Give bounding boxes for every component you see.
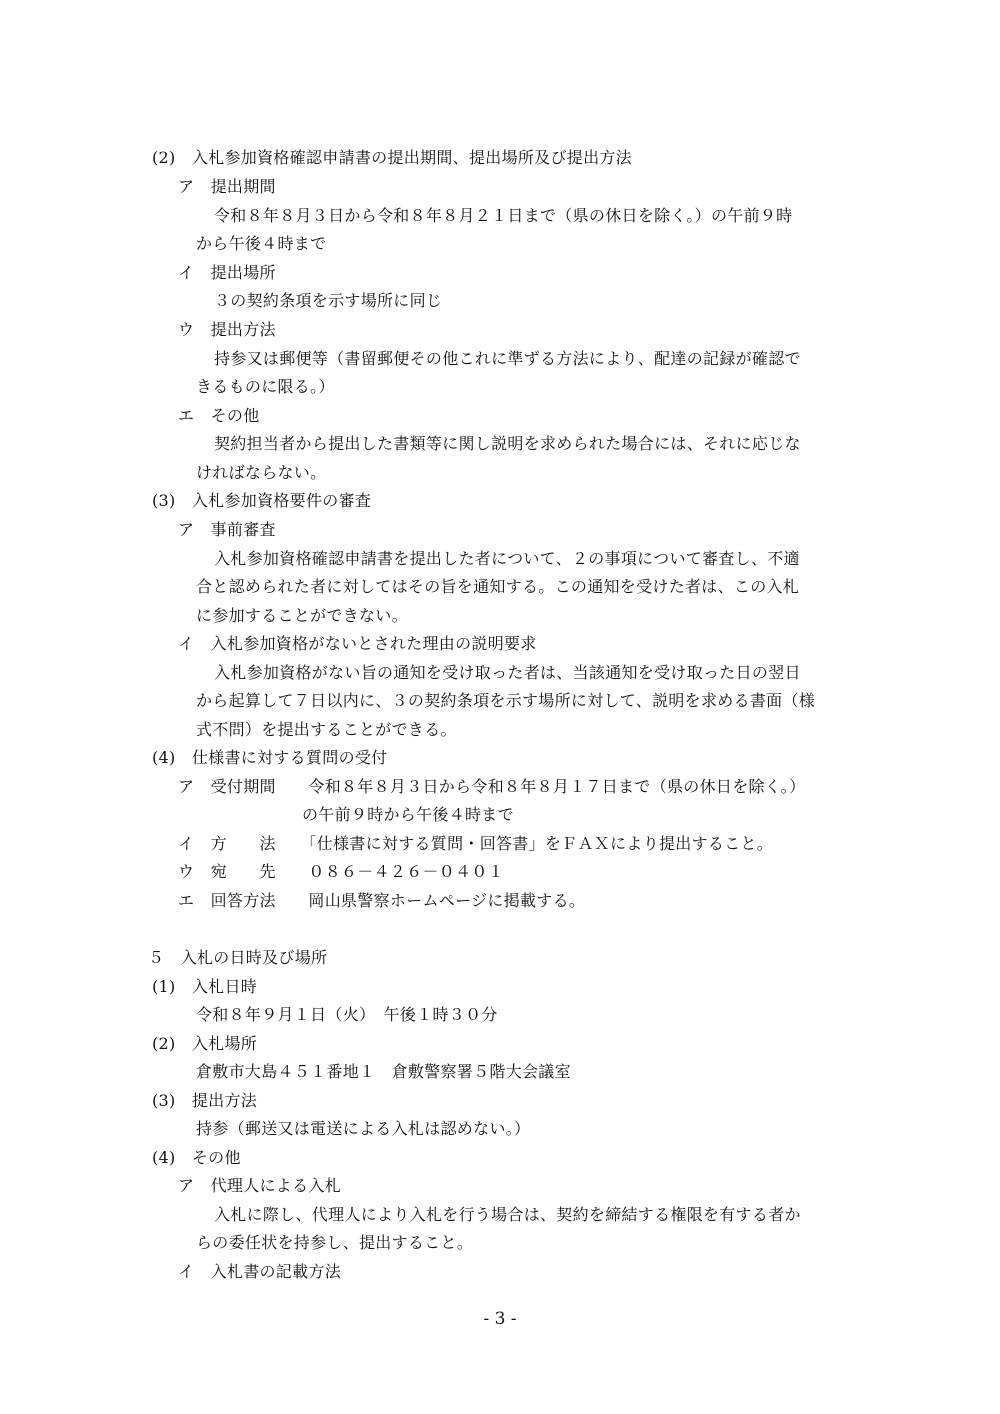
subheading-4: (4) その他 — [152, 1148, 241, 1167]
subheading-3: (3) 提出方法 — [152, 1091, 258, 1110]
question-period: ア 受付期間 令和８年８月３日から令和８年８月１７日まで（県の休日を除く。） — [178, 777, 806, 796]
body-text: 入札に際し、代理人により入札を行う場合は、契約を締結する権限を有する者か — [214, 1205, 801, 1224]
subheading-a: ア 事前審査 — [178, 520, 276, 539]
subheading-e: エ その他 — [178, 406, 260, 425]
body-text: の午前９時から午後４時まで — [302, 805, 514, 824]
section-heading-2: (2) 入札参加資格確認申請書の提出期間、提出場所及び提出方法 — [152, 148, 632, 167]
question-method: イ 方 法 「仕様書に対する質問・回答書」をＦＡＸにより提出すること。 — [178, 834, 774, 853]
page-number: - 3 - — [483, 1309, 517, 1329]
section-heading-3: (3) 入札参加資格要件の審査 — [152, 491, 372, 510]
body-text: 契約担当者から提出した書類等に関し説明を求められた場合には、それに応じな — [214, 434, 801, 453]
subheading-i: イ 入札参加資格がないとされた理由の説明要求 — [178, 634, 537, 653]
body-text: 令和８年８月３日から令和８年８月２１日まで（県の休日を除く。）の午前９時 — [214, 206, 793, 225]
body-text: ３の契約条項を示す場所に同じ — [214, 291, 443, 310]
body-text: ければならない。 — [196, 463, 327, 482]
body-text: きるものに限る。） — [196, 377, 335, 396]
body-text: から午後４時まで — [196, 234, 327, 253]
subheading-i: イ 提出場所 — [178, 263, 276, 282]
subheading-a: ア 提出期間 — [178, 177, 276, 196]
body-text: 持参又は郵便等（書留郵便その他これに準ずる方法により、配達の記録が確認で — [214, 349, 801, 368]
answer-method: エ 回答方法 岡山県警察ホームページに掲載する。 — [178, 891, 586, 910]
subheading-a: ア 代理人による入札 — [178, 1176, 342, 1195]
bid-location: 倉敷市大島４５１番地１ 倉敷警察署５階大会議室 — [196, 1062, 571, 1081]
body-text: 入札参加資格がない旨の通知を受け取った者は、当該通知を受け取った日の翌日 — [214, 663, 801, 682]
subheading-2: (2) 入札場所 — [152, 1034, 258, 1053]
body-text: らの委任状を持参し、提出すること。 — [196, 1233, 474, 1252]
bid-datetime: 令和８年９月１日（火） 午後１時３０分 — [196, 1005, 498, 1024]
question-fax-number: ウ 宛 先 ０８６－４２６－０４０１ — [178, 862, 505, 881]
subheading-i: イ 入札書の記載方法 — [178, 1262, 342, 1281]
subheading-1: (1) 入札日時 — [152, 977, 258, 996]
subheading-u: ウ 提出方法 — [178, 320, 276, 339]
body-text: 持参（郵送又は電送による入札は認めない。） — [196, 1119, 531, 1138]
body-text: に参加することができない。 — [196, 606, 408, 625]
body-text: から起算して７日以内に、３の契約条項を示す場所に対して、説明を求める書面（様 — [196, 691, 816, 710]
body-text: 入札参加資格確認申請書を提出した者について、２の事項について審査し、不適 — [214, 549, 800, 568]
section-heading-4: (4) 仕様書に対する質問の受付 — [152, 748, 388, 767]
body-text: 合と認められた者に対してはその旨を通知する。この通知を受けた者は、この入札 — [196, 577, 800, 596]
section-heading-5: ５ 入札の日時及び場所 — [148, 948, 328, 967]
body-text: 式不問）を提出することができる。 — [196, 720, 457, 739]
